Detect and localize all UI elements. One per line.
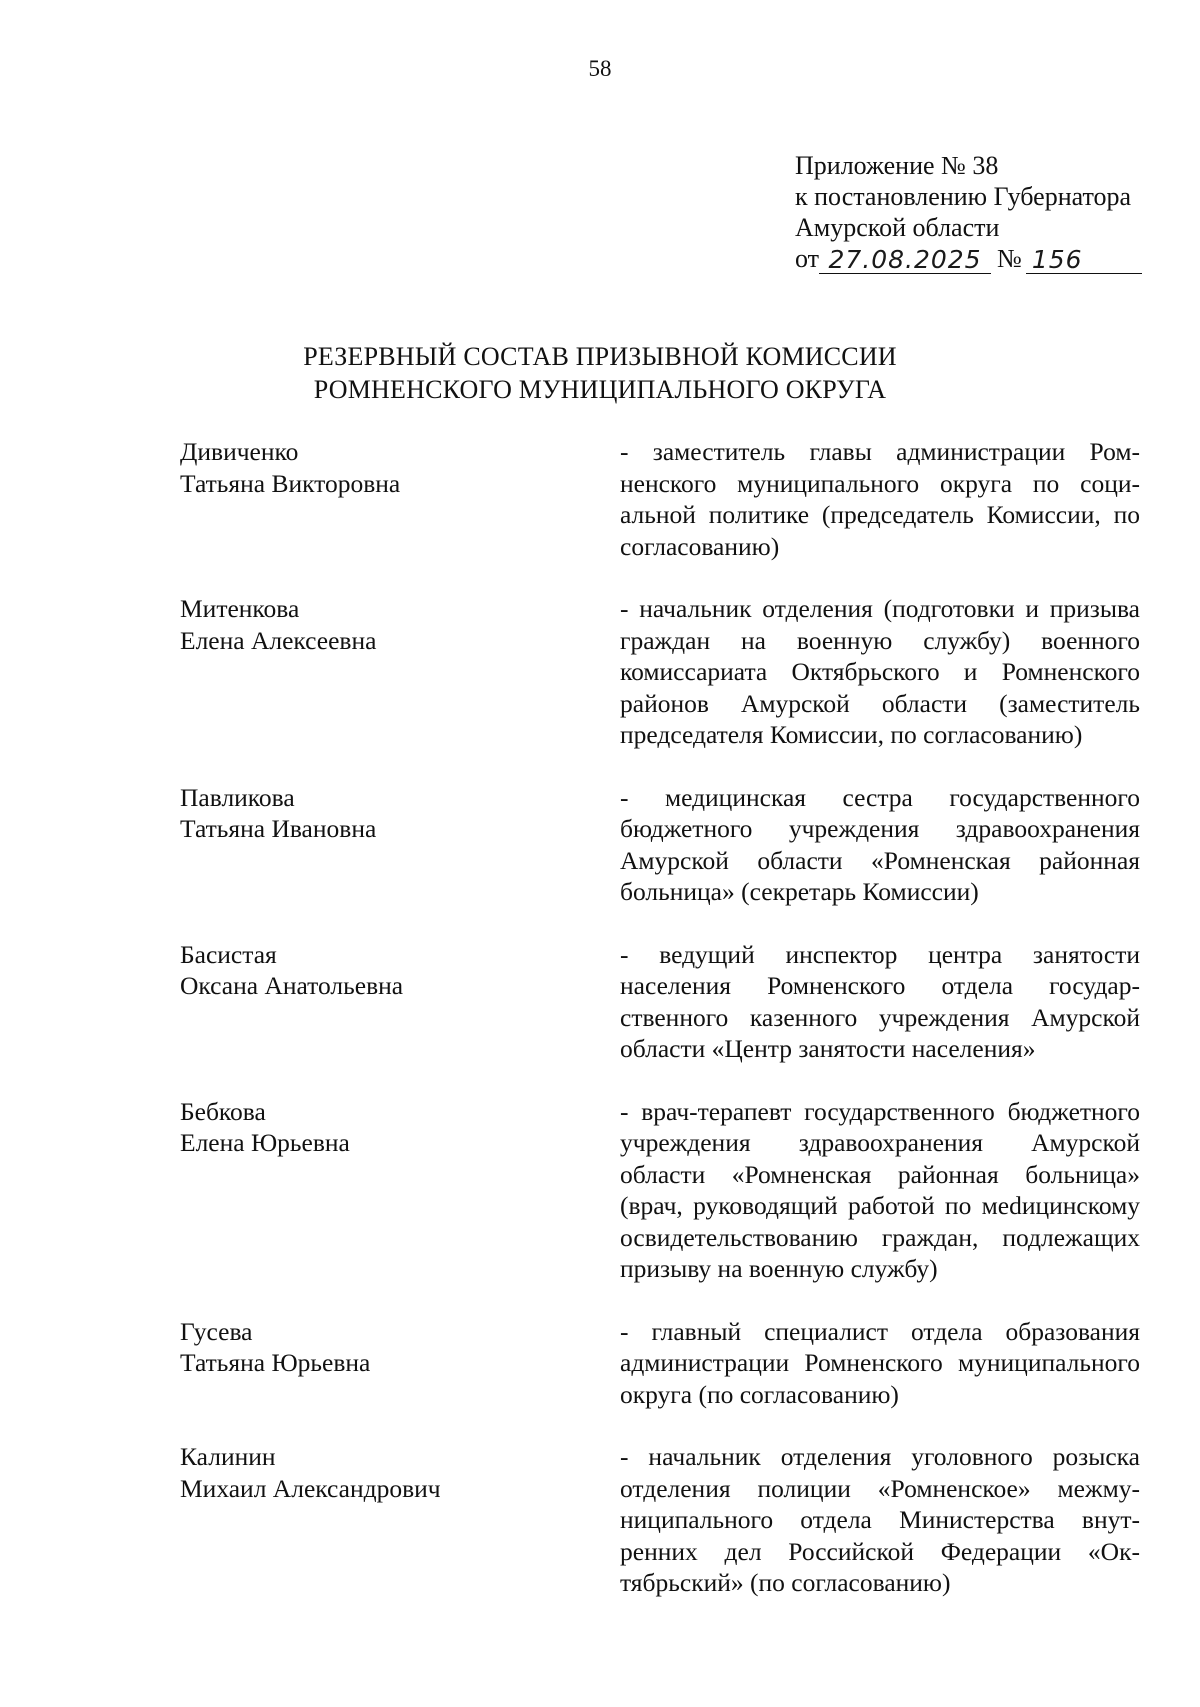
member-entry <box>180 1316 1140 1411</box>
member-surname: Дивиченко <box>180 437 299 466</box>
member-surname: Павликова <box>180 782 295 812</box>
appendix-line-1: Приложение № 38 <box>795 151 999 180</box>
member-given-names: Татьяна Викторовна <box>180 468 401 498</box>
member-given-names: Елена Юрьевна <box>180 1128 350 1157</box>
appendix-line-3: Амурской области <box>795 213 1000 242</box>
member-role: - главный специалист отдела образования администрации Ромненского муниципального округа (по согласованию) <box>620 1316 1140 1409</box>
member-role: - ведущий инспектор центра занятости населения Ромненского отдела государственного казенного учреждения Амурской области «Центр занятости населения» <box>620 939 1140 1063</box>
member-entry <box>180 1096 1140 1285</box>
member-given-names: Оксана Анатольевна <box>180 971 404 1000</box>
member-given-names: Татьяна Ивановна <box>180 814 377 843</box>
appendix-block <box>795 150 1142 274</box>
member-entry <box>180 939 1140 1065</box>
member-given-names: Татьяна Юрьевна <box>180 1348 371 1377</box>
member-name <box>180 436 620 562</box>
member-role: - начальник отделения (подготовки и призыва граждан на военную службу) военного комиссариата Октябрьского и Ромненского районов Амурской области (заместитель председателя Комиссии, по согласованию) <box>620 594 1140 749</box>
member-name <box>180 939 620 1065</box>
number-label: № <box>997 244 1022 273</box>
member-name <box>180 1096 620 1285</box>
page-number: 58 <box>588 56 612 81</box>
title-line-2: РОМНЕНСКОГО МУНИЦИПАЛЬНОГО ОКРУГА <box>313 375 887 404</box>
member-name <box>180 782 620 908</box>
member-entry <box>180 436 1140 562</box>
member-name <box>180 1441 620 1599</box>
members-list <box>180 436 1140 1599</box>
appendix-reference-line <box>795 243 1142 274</box>
member-surname: Митенкова <box>180 594 300 623</box>
member-given-names: Елена Алексеевна <box>180 625 377 655</box>
member-surname: Бебкова <box>180 1096 266 1126</box>
member-role: - врач-терапевт государственного бюджетного учреждения здравоохранения Амурской области «Ромненская районная больница» (врач, руководящий работой по меdицинскому освидетельствованию граждан, подлежащих призыву на военную службу) <box>620 1096 1140 1283</box>
handwritten-date: 27.08.2025 <box>819 247 991 274</box>
member-entry <box>180 1441 1140 1599</box>
member-surname: Гусева <box>180 1316 253 1346</box>
member-entry <box>180 593 1140 751</box>
member-surname: Басистая <box>180 939 277 969</box>
document-title <box>0 340 1200 406</box>
member-name <box>180 593 620 751</box>
member-given-names: Михаил Александрович <box>180 1473 441 1503</box>
member-surname: Калинин <box>180 1442 276 1471</box>
handwritten-number: 156 <box>1026 247 1142 274</box>
from-label: от <box>795 244 820 273</box>
member-entry <box>180 782 1140 908</box>
member-role: - начальник отделения уголовного розыска отделения полиции «Ромненское» межмуниципального отдела Министерства внутренних дел Российской Федерации «Октябрьский» (по согласованию) <box>620 1442 1140 1597</box>
member-name <box>180 1316 620 1411</box>
title-line-1: РЕЗЕРВНЫЙ СОСТАВ ПРИЗЫВНОЙ КОМИССИИ <box>303 342 897 371</box>
appendix-line-2: к постановлению Губернатора <box>795 182 1132 211</box>
member-role: - заместитель главы администрации Ромненского муниципального округа по социальной политике (председатель Комиссии, по согласованию) <box>620 437 1140 561</box>
member-role: - медицинская сестра государственного бюджетного учреждения здравоохранения Амурской области «Ромненская районная больница» (секретарь Комиссии) <box>620 782 1140 906</box>
